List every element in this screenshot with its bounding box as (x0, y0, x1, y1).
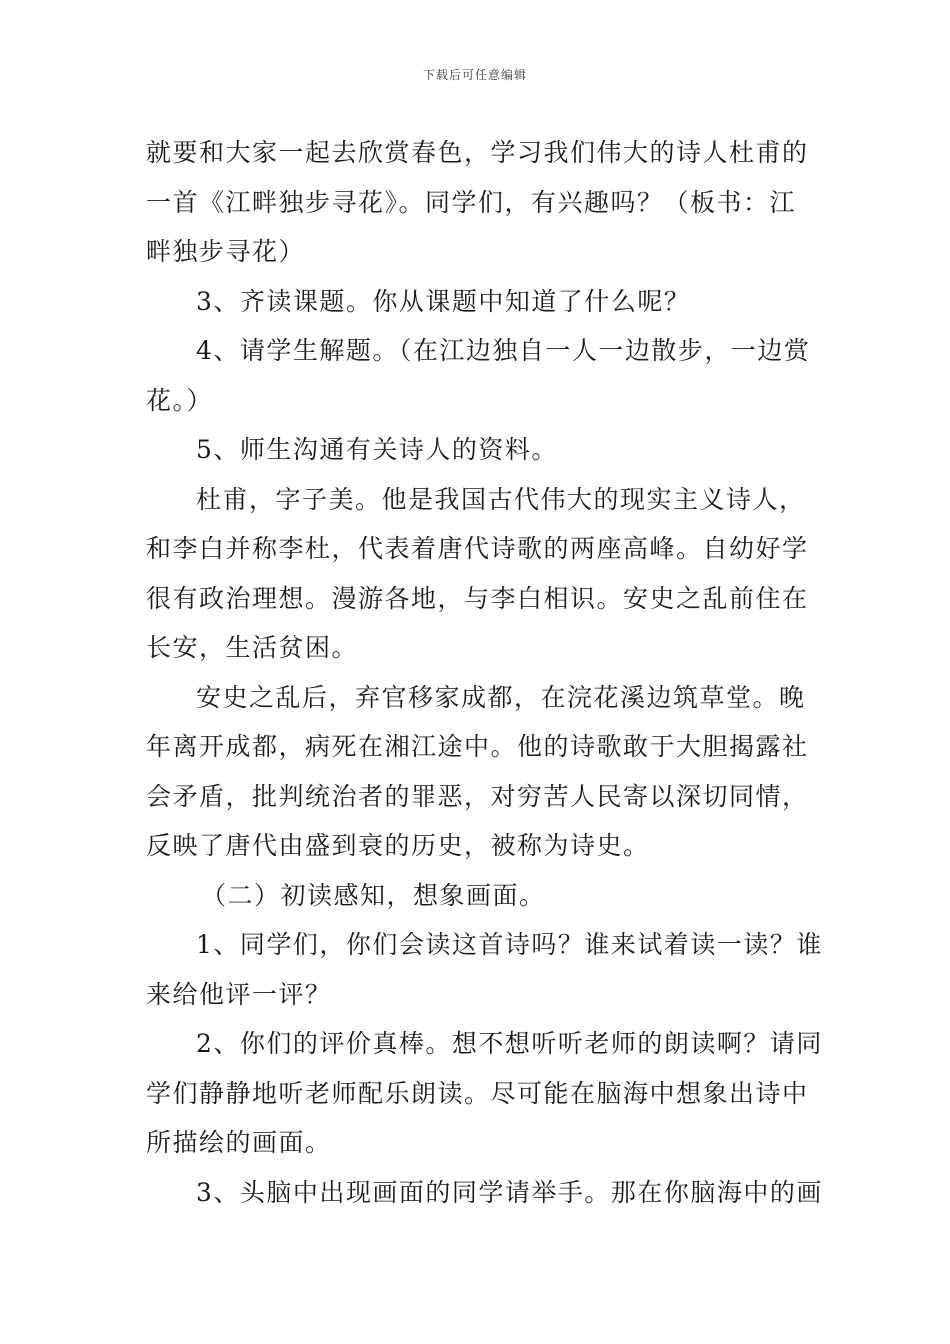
text-line: 5、师生沟通有关诗人的资料。 (196, 435, 558, 464)
text-line: 4、请学生解题。（在江边独自一人一边散步，一边赏 (196, 336, 811, 365)
section-heading: （二）初读感知，想象画面。 (201, 880, 546, 910)
text-line: 年离开成都，病死在湘江途中。他的诗歌敢于大胆揭露社 (146, 732, 809, 761)
text-line: 就要和大家一起去欣赏春色，学习我们伟大的诗人杜甫的 (146, 138, 809, 167)
text-line: 所描绘的画面。 (146, 1128, 332, 1157)
text-line: 和李白并称李杜，代表着唐代诗歌的两座高峰。自幼好学 (146, 534, 809, 563)
text-line: 来给他评一评？ (146, 979, 332, 1009)
text-line: 1、同学们，你们会读这首诗吗？谁来试着读一读？谁 (196, 930, 823, 959)
text-line: 花。） (146, 385, 214, 415)
text-line: 会矛盾，批判统治者的罪恶，对穷苦人民寄以深切同情， (146, 781, 809, 811)
text-line: 2、你们的评价真棒。想不想听听老师的朗读啊？请同 (196, 1029, 823, 1058)
text-line: 畔独步寻花） (146, 237, 306, 266)
text-line: 长安，生活贫困。 (146, 633, 359, 662)
text-line: 3、齐读课题。你从课题中知道了什么呢？ (196, 286, 691, 316)
text-line: 杜甫，字子美。他是我国古代伟大的现实主义诗人， (196, 484, 806, 514)
text-line: 学们静静地听老师配乐朗读。尽可能在脑海中想象出诗中 (146, 1078, 809, 1108)
text-line: 安史之乱后，弃官移家成都，在浣花溪边筑草堂。晚 (196, 682, 806, 712)
text-line: 一首《江畔独步寻花》。同学们，有兴趣吗？（板书：江 (146, 187, 797, 217)
page-header: 下载后可任意编辑 (422, 68, 527, 82)
text-line: 很有政治理想。漫游各地，与李白相识。安史之乱前住在 (146, 583, 809, 613)
text-line: 3、头脑中出现画面的同学请举手。那在你脑海中的画 (196, 1177, 823, 1207)
document-body (146, 128, 823, 1217)
text-line: 反映了唐代由盛到衰的历史，被称为诗史。 (146, 831, 650, 860)
